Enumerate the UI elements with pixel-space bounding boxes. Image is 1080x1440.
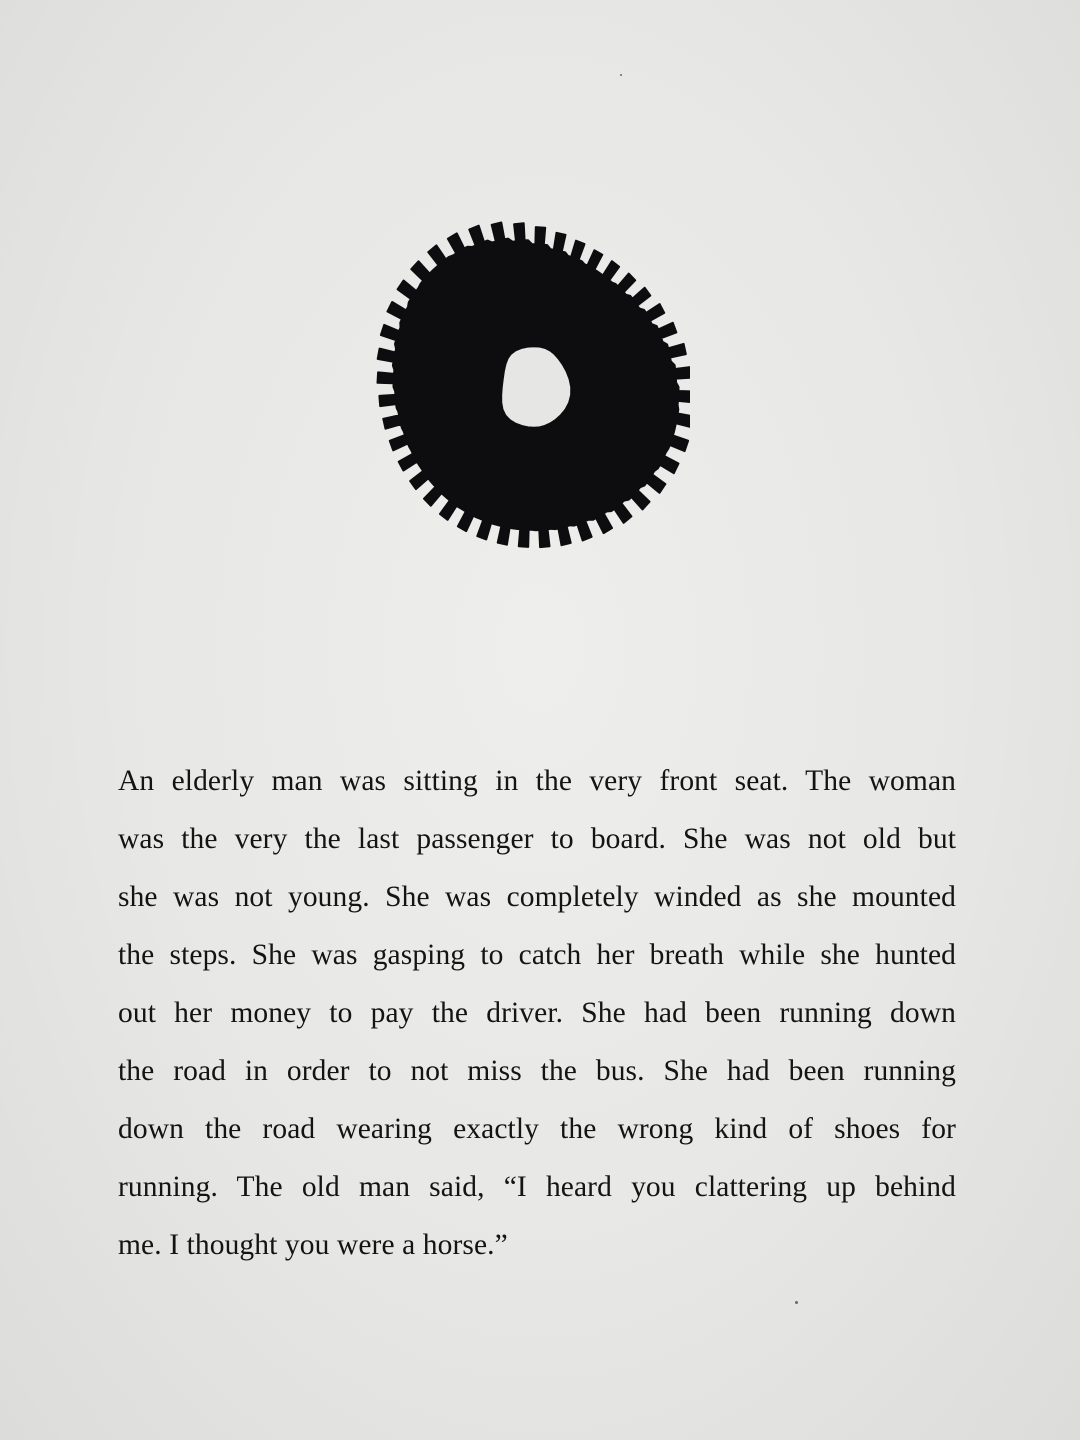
cog-ring-icon bbox=[370, 215, 690, 560]
passage-line: running. The old man said, “I heard you clattering up behind bbox=[118, 1171, 956, 1203]
passage-line: An elderly man was sitting in the very front seat. The woman bbox=[118, 765, 956, 797]
passage-line: out her money to pay the driver. She had been running down bbox=[118, 997, 956, 1029]
passage-line: me. I thought you were a horse.” bbox=[118, 1229, 508, 1261]
paper-speck bbox=[795, 1301, 798, 1304]
passage-line: was the very the last passenger to board. She was not old but bbox=[118, 823, 956, 855]
passage-line: she was not young. She was completely winded as she mounted bbox=[118, 881, 956, 913]
passage-line: the road in order to not miss the bus. She had been running bbox=[118, 1055, 956, 1087]
passage-line: the steps. She was gasping to catch her breath while she hunted bbox=[118, 939, 956, 971]
passage-line: down the road wearing exactly the wrong kind of shoes for bbox=[118, 1113, 956, 1145]
paper-speck bbox=[620, 74, 622, 76]
story-passage bbox=[118, 752, 956, 1274]
cog-ring-drawing bbox=[370, 215, 690, 560]
